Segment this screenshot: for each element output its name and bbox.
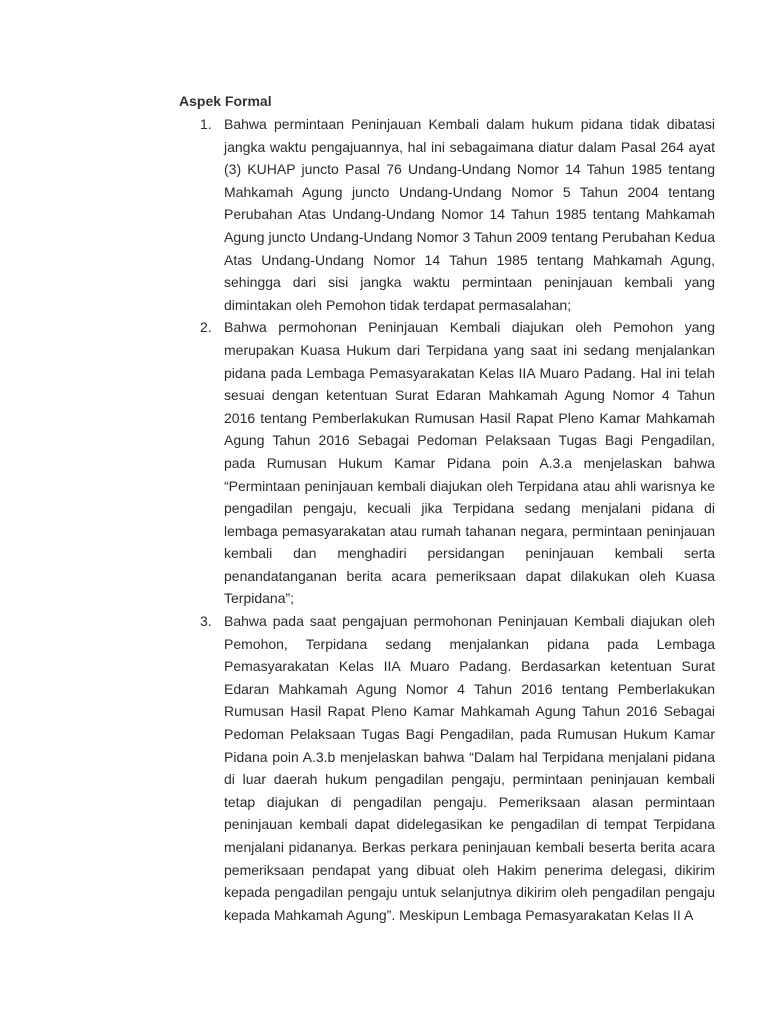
list-item-number: 3. — [200, 613, 212, 630]
list-item-text: Bahwa pada saat pengajuan permohonan Peninjauan Kembali diajukan oleh Pemohon, Terpidana sedang menjalankan pidana pada Lembaga Pemasyarakatan Kelas IIA Muaro Padang. Berdasarkan ketentuan Surat Edaran Mahkamah Agung Nomor 4 Tahun 2016 tentang Pemberlakukan Rumusan Hasil Rapat Pleno Kamar Mahkamah Agung Tahun 2016 Sebagai Pedoman Pelaksaan Tugas Bagi Pengadilan, pada Rumusan Hukum Kamar Pidana poin A.3.b menjelaskan bahwa “Dalam hal Terpidana menjalani pidana di luar daerah hukum pengadilan pengaju, permintaan peninjauan kembali tetap diajukan di pengadilan pengaju. Pemeriksaan alasan permintaan peninjauan kembali dapat didelegasikan ke pengadilan di tempat Terpidana menjalani pidananya. Berkas perkara peninjauan kembali beserta berita acara pemeriksaan pendapat yang dibuat oleh Hakim penerima delegasi, dikirim kepada pengadilan pengaju untuk selanjutnya dikirim oleh pengadilan pengaju kepada Mahkamah Agung”. Meskipun Lembaga Pemasyarakatan Kelas II A — [224, 613, 715, 923]
numbered-list — [179, 113, 715, 926]
list-item-number: 1. — [200, 116, 212, 132]
section-heading: Aspek Formal — [179, 93, 272, 109]
list-item-text: Bahwa permohonan Peninjauan Kembali diajukan oleh Pemohon yang merupakan Kuasa Hukum dari Terpidana yang saat ini sedang menjalankan pidana pada Lembaga Pemasyarakatan Kelas IIA Muaro Padang. Hal ini telah sesuai dengan ketentuan Surat Edaran Mahkamah Agung Nomor 4 Tahun 2016 tentang Pemberlakukan Rumusan Hasil Rapat Pleno Kamar Mahkamah Agung Tahun 2016 Sebagai Pedoman Pelaksaan Tugas Bagi Pengadilan, pada Rumusan Hukum Kamar Pidana poin A.3.a menjelaskan bahwa “Permintaan peninjauan kembali diajukan oleh Terpidana atau ahli warisnya ke pengadilan pengaju, kecuali jika Terpidana sedang menjalani pidana di lembaga pemasyarakatan atau rumah tahanan negara, permintaan peninjauan kembali dan menghadiri persidangan peninjauan kembali serta penandatanganan berita acara pemeriksaan dapat dilakukan oleh Kuasa Terpidana”; — [224, 319, 715, 607]
list-item-text: Bahwa permintaan Peninjauan Kembali dalam hukum pidana tidak dibatasi jangka waktu pengajuannya, hal ini sebagaimana diatur dalam Pasal 264 ayat (3) KUHAP juncto Pasal 76 Undang-Undang Nomor 14 Tahun 1985 tentang Mahkamah Agung juncto Undang-Undang Nomor 5 Tahun 2004 tentang Perubahan Atas Undang-Undang Nomor 14 Tahun 1985 tentang Mahkamah Agung juncto Undang-Undang Nomor 3 Tahun 2009 tentang Perubahan Kedua Atas Undang-Undang Nomor 14 Tahun 1985 tentang Mahkamah Agung, sehingga dari sisi jangka waktu permintaan peninjauan kembali yang dimintakan oleh Pemohon tidak terdapat permasalahan; — [224, 116, 715, 313]
list-item — [179, 316, 715, 610]
list-item — [179, 610, 715, 926]
list-item-number: 2. — [200, 319, 212, 336]
list-item — [179, 113, 715, 316]
